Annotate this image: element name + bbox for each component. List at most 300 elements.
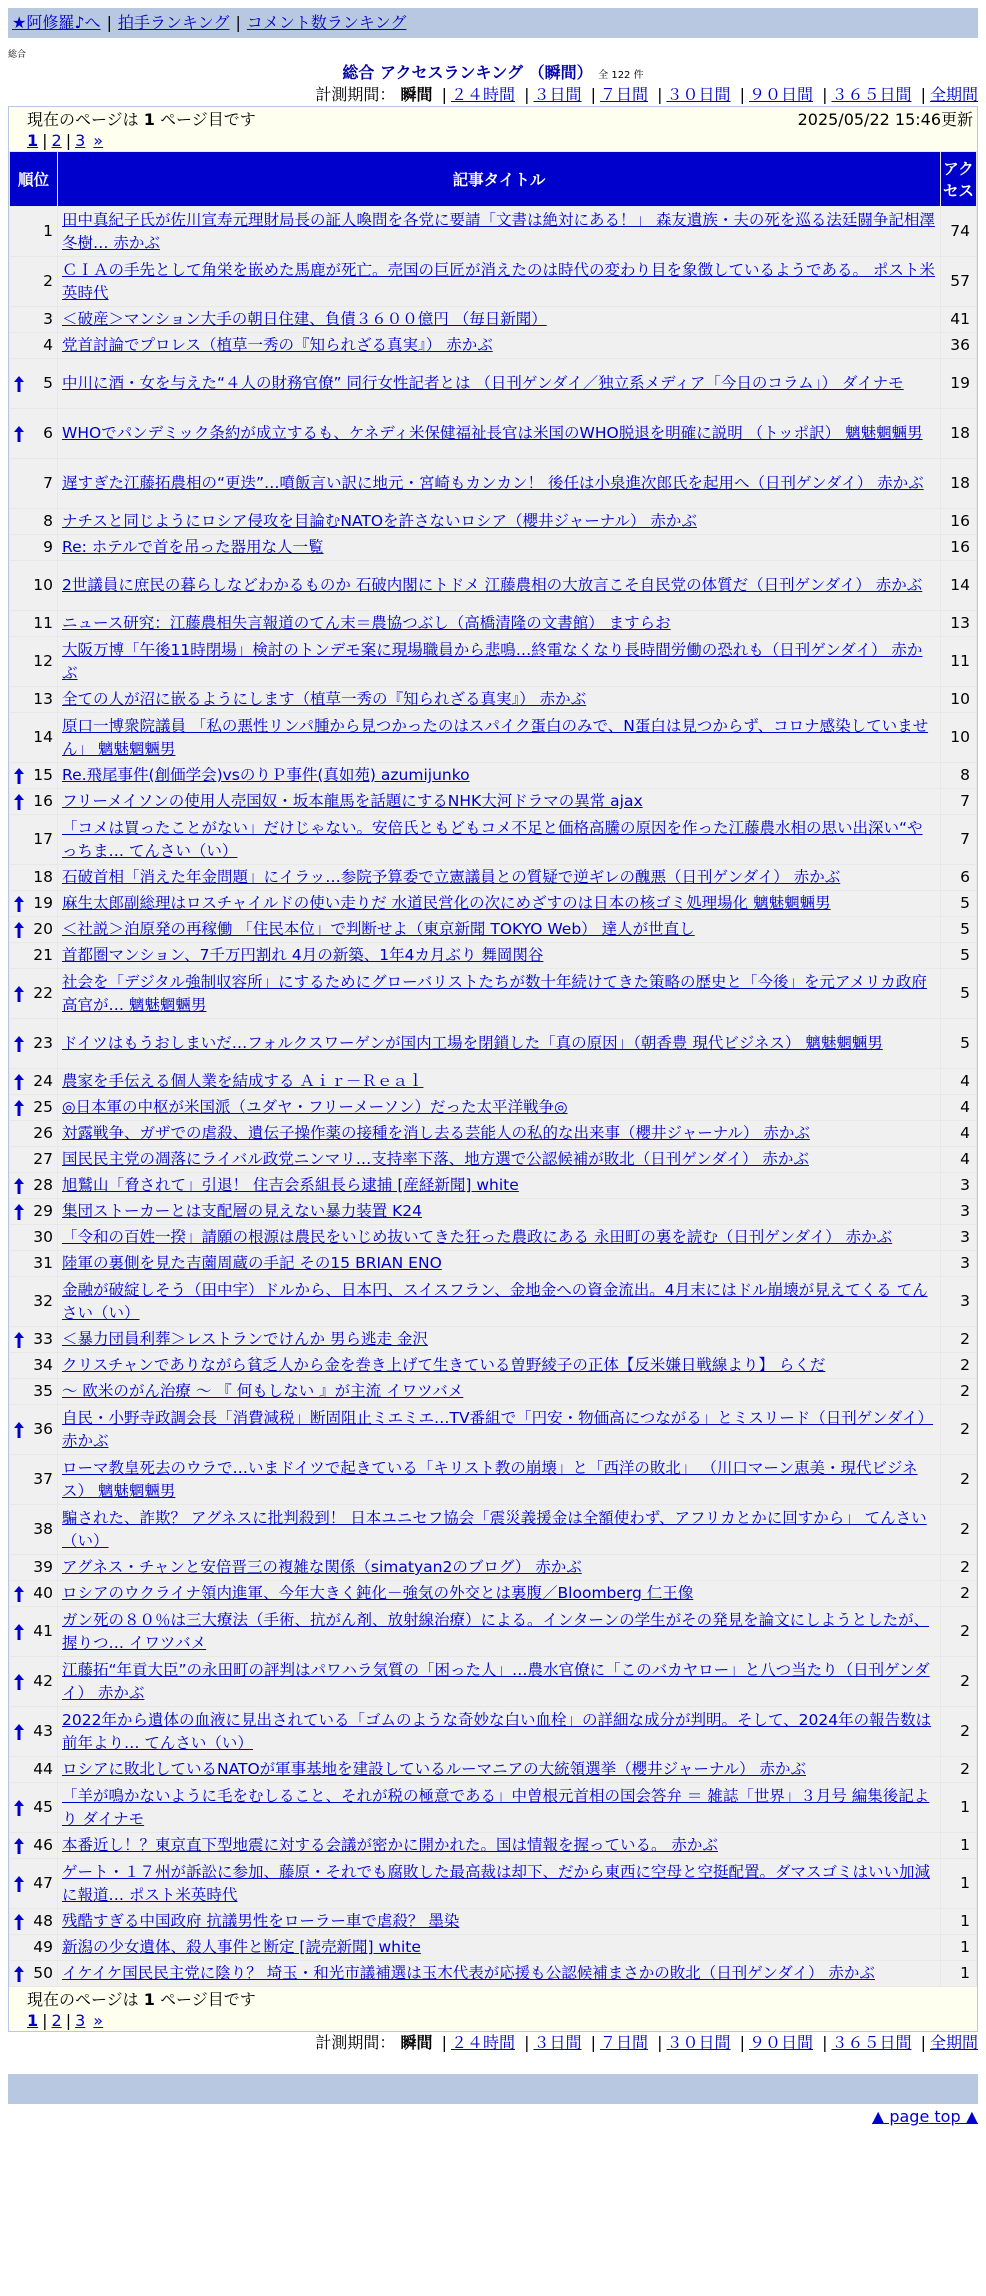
article-link[interactable]: 陸軍の裏側を見た吉薗周蔵の手記 その15 BRIAN ENO: [62, 1254, 442, 1272]
period-365d-bottom[interactable]: ３６５日間: [831, 2033, 912, 2052]
table-header-row: [10, 152, 976, 206]
rank-number: 37: [33, 1470, 53, 1488]
access-count: 1: [941, 1909, 976, 1934]
article-link[interactable]: 江藤拓“年貢大臣”の永田町の評判はパワハラ気質の「困った人」…農水官僚に「このバカヤロー」と八つ当たり（日刊ゲンダイ） 赤かぶ: [62, 1660, 930, 1702]
rank-cell: [10, 1251, 57, 1276]
article-link[interactable]: ナチスと同じようにロシア侵攻を目論むNATOを許さないロシア（櫻井ジャーナル） 赤かぶ: [62, 512, 697, 530]
rank-up-arrow-icon: [14, 986, 24, 1002]
rank-up-arrow-icon: [14, 1204, 24, 1220]
table-row: [10, 1405, 976, 1454]
header-access: アクセス: [941, 152, 976, 206]
table-row: [10, 1581, 976, 1606]
article-link[interactable]: 旭鷲山「脅されて」引退！ 住吉会系組長ら逮捕 [産経新聞] white: [62, 1176, 519, 1194]
access-count: 1: [941, 1935, 976, 1960]
table-row: [10, 459, 976, 508]
rank-cell: [10, 1069, 57, 1094]
access-count: 6: [941, 865, 976, 890]
rank-number: 23: [33, 1034, 53, 1052]
table-row: [10, 359, 976, 408]
title-cell: [58, 359, 940, 408]
rank-up-arrow-icon: [14, 1036, 24, 1052]
rank-number: 39: [33, 1558, 53, 1576]
table-row: [10, 409, 976, 458]
period-3d-bottom[interactable]: ３日間: [533, 2033, 582, 2052]
article-link[interactable]: 「令和の百姓一揆」請願の根源は農民をいじめ抜いてきた狂った農政にある 永田町の裏を読む（日刊ゲンダイ） 赤かぶ: [62, 1228, 893, 1246]
access-count: 3: [941, 1173, 976, 1198]
rank-cell: [10, 1173, 57, 1198]
article-link[interactable]: 麻生太郎副総理はロスチャイルドの使い走りだ 水道民営化の次にめざすのは日本の核ゴミ処理場化 魑魅魍魎男: [62, 894, 831, 912]
rank-number: 17: [33, 830, 53, 848]
access-count: 2: [941, 1707, 976, 1756]
rank-cell: [10, 1327, 57, 1352]
rank-number: 25: [33, 1098, 53, 1116]
rank-cell: [10, 1405, 57, 1454]
title-cell: [58, 969, 940, 1018]
title-cell: [58, 1961, 940, 1986]
title-cell: [58, 1353, 940, 1378]
title-cell: [58, 943, 940, 968]
title-cell: [58, 1859, 940, 1908]
rank-cell: [10, 1783, 57, 1832]
table-row: [10, 1961, 976, 1986]
access-count: 11: [941, 637, 976, 686]
access-count: 7: [941, 789, 976, 814]
table-row: [10, 1505, 976, 1554]
rank-number: 19: [33, 894, 53, 912]
article-link[interactable]: ＜破産＞マンション大手の朝日住建、負債３６００億円 （毎日新聞）: [62, 310, 547, 328]
table-row: [10, 713, 976, 762]
article-link[interactable]: ガン死の８０％は三大療法（手術、抗がん剤、放射線治療）による。インターンの学生がその発見を論文にしようとしたが、握りつ… イワツバメ: [62, 1610, 930, 1652]
access-count: 10: [941, 687, 976, 712]
period-7d[interactable]: ７日間: [599, 85, 648, 104]
table-row: [10, 1657, 976, 1706]
period-selector-bottom: 計測期間： 瞬間 | ２４時間 | ３日間 | ７日間 | ３０日間 | ９０日間 | ３６５日間 | 全期間: [315, 2033, 978, 2052]
title-cell: [58, 1707, 940, 1756]
rank-cell: [10, 1833, 57, 1858]
pager-page-2[interactable]: 2: [51, 131, 62, 150]
pager-next-bottom[interactable]: »: [93, 2011, 104, 2030]
rank-cell: [10, 1657, 57, 1706]
pager-top: 1 | 2 | 3 »: [27, 131, 104, 150]
period-all[interactable]: 全期間: [929, 85, 978, 104]
rank-up-arrow-icon: [14, 1966, 24, 1982]
article-link[interactable]: Re: ホテルで首を吊った器用な人一覧: [62, 538, 324, 556]
rank-number: 34: [33, 1356, 53, 1374]
header-title: 記事タイトル: [58, 152, 940, 206]
article-link[interactable]: ニュース研究：江藤農相失言報道のてん末＝農協つぶし（高橋清隆の文書館） ますらお: [62, 614, 671, 632]
article-link[interactable]: ◎日本軍の中枢が米国派（ユダヤ・フリーメーソン）だった太平洋戦争◎: [62, 1098, 568, 1116]
title-cell: [58, 1147, 940, 1172]
rank-up-arrow-icon: [14, 1624, 24, 1640]
access-count: 5: [941, 943, 976, 968]
article-link[interactable]: 2世議員に庶民の暮らしなどわかるものか 石破内閣にトドメ 江藤農相の大放言こそ自民党の体質だ（日刊ゲンダイ） 赤かぶ: [62, 576, 923, 594]
title-cell: [58, 257, 940, 306]
rank-up-arrow-icon: [14, 1914, 24, 1930]
rank-cell: [10, 1555, 57, 1580]
rank-number: 31: [33, 1254, 53, 1272]
rank-cell: [10, 1935, 57, 1960]
access-count: 2: [941, 1555, 976, 1580]
rank-cell: [10, 207, 57, 256]
title-cell: [58, 1935, 940, 1960]
title-cell: [58, 763, 940, 788]
page-top-area: [8, 2104, 978, 2130]
rank-number: 2: [43, 272, 53, 290]
rank-cell: [10, 1859, 57, 1908]
rank-cell: [10, 637, 57, 686]
period-current: 瞬間: [400, 85, 433, 104]
rank-up-arrow-icon: [14, 376, 24, 392]
access-count: 3: [941, 1251, 976, 1276]
rank-number: 48: [33, 1912, 53, 1930]
title-cell: [58, 611, 940, 636]
rank-cell: [10, 535, 57, 560]
bottom-bar: [8, 2074, 978, 2104]
title-cell: [58, 409, 940, 458]
rank-cell: [10, 409, 57, 458]
rank-number: 30: [33, 1228, 53, 1246]
table-row: [10, 1909, 976, 1934]
rank-cell: [10, 561, 57, 610]
rank-number: 35: [33, 1382, 53, 1400]
rank-cell: [10, 969, 57, 1018]
period-all-bottom[interactable]: 全期間: [929, 2033, 978, 2052]
pager-page-1-bottom[interactable]: 1: [27, 2011, 39, 2030]
rank-number: 22: [33, 984, 53, 1002]
article-link[interactable]: 党首討論でプロレス（植草一秀の『知られざる真実』） 赤かぶ: [62, 336, 493, 354]
table-row: [10, 1173, 976, 1198]
access-count: 3: [941, 1277, 976, 1326]
table-row: [10, 891, 976, 916]
period-90d-bottom[interactable]: ９０日間: [748, 2033, 813, 2052]
rank-number: 32: [33, 1292, 53, 1310]
pager-page-3-bottom[interactable]: 3: [75, 2011, 86, 2030]
table-row: [10, 969, 976, 1018]
rank-cell: [10, 1095, 57, 1120]
rank-number: 27: [33, 1150, 53, 1168]
period-365d[interactable]: ３６５日間: [831, 85, 912, 104]
access-count: 4: [941, 1069, 976, 1094]
access-count: 5: [941, 917, 976, 942]
title-cell: [58, 815, 940, 864]
rank-cell: [10, 257, 57, 306]
rank-cell: [10, 789, 57, 814]
access-count: 13: [941, 611, 976, 636]
access-count: 1: [941, 1859, 976, 1908]
period-7d-bottom[interactable]: ７日間: [599, 2033, 648, 2052]
article-link[interactable]: 国民民主党の凋落にライバル政党ニンマリ…支持率下落、地方選で公認候補が敗北（日刊ゲンダイ） 赤かぶ: [62, 1150, 809, 1168]
title-cell: [58, 1225, 940, 1250]
article-link[interactable]: ドイツはもうおしまいだ…フォルクスワーゲンが国内工場を閉鎖した「真の原因」（朝香豊 現代ビジネス） 魑魅魍魎男: [62, 1034, 883, 1052]
rank-cell: [10, 307, 57, 332]
article-link[interactable]: ＜社説＞泊原発の再稼働 「住民本位」で判断せよ（東京新聞 TOKYO Web） 達人が世直し: [62, 920, 695, 938]
rank-cell: [10, 1707, 57, 1756]
access-count: 2: [941, 1353, 976, 1378]
period-90d[interactable]: ９０日間: [748, 85, 813, 104]
rank-number: 1: [43, 222, 53, 240]
access-count: 4: [941, 1095, 976, 1120]
nav-link-comment-ranking[interactable]: コメント数ランキング: [246, 13, 407, 32]
article-link[interactable]: 対露戦争、ガザでの虐殺、遺伝子操作薬の接種を消し去る芸能人の私的な出来事（櫻井ジャーナル） 赤かぶ: [62, 1124, 810, 1142]
article-link[interactable]: Re.飛尾事件(創価学会)vsのりＰ事件(真如苑) azumijunko: [62, 766, 470, 784]
title-cell: [58, 1833, 940, 1858]
table-row: [10, 763, 976, 788]
rank-number: 40: [33, 1584, 53, 1602]
article-link[interactable]: 本番近し！？東京直下型地震に対する会議が密かに開かれた。国は情報を握っている。 赤かぶ: [62, 1836, 718, 1854]
title-cell: [58, 1327, 940, 1352]
rank-number: 42: [33, 1672, 53, 1690]
access-count: 2: [941, 1379, 976, 1404]
table-row: [10, 257, 976, 306]
rank-cell: [10, 687, 57, 712]
article-link[interactable]: クリスチャンでありながら貧乏人から金を巻き上げて生きている曽野綾子の正体【反米嫌日戦線より】 らくだ: [62, 1356, 826, 1374]
access-count: 2: [941, 1405, 976, 1454]
article-link[interactable]: 首都圏マンション、7千万円割れ 4月の新築、1年4カ月ぶり 舞岡関谷: [62, 946, 544, 964]
rank-cell: [10, 713, 57, 762]
access-count: 1: [941, 1961, 976, 1986]
pager-page-2-bottom[interactable]: 2: [51, 2011, 62, 2030]
rank-up-arrow-icon: [14, 1586, 24, 1602]
access-count: 5: [941, 1019, 976, 1068]
table-row: [10, 1555, 976, 1580]
article-link[interactable]: 金融が破綻しそう（田中宇）ドルから、日本円、スイスフラン、金地金への資金流出。4月末にはドル崩壊が見えてくる てんさい（い）: [62, 1280, 928, 1322]
access-count: 2: [941, 1327, 976, 1352]
rank-number: 28: [33, 1176, 53, 1194]
article-link[interactable]: 原口一博衆院議員 「私の悪性リンパ腫から見つかったのはスパイク蛋白のみで、N蛋白は見つからず、コロナ感染していません」 魑魅魍魎男: [62, 716, 929, 758]
rank-up-arrow-icon: [14, 1178, 24, 1194]
article-link[interactable]: 田中真紀子氏が佐川宣寿元理財局長の証人喚問を各党に要請「文書は絶対にある！」 森友遺族・夫の死を巡る法廷闘争記相澤冬樹… 赤かぶ: [62, 210, 935, 252]
title-cell: [58, 207, 940, 256]
title-cell: [58, 1757, 940, 1782]
access-count: 5: [941, 891, 976, 916]
article-link[interactable]: 社会を「デジタル強制収容所」にするためにグローバリストたちが数十年続けてきた策略の歴史と「今後」を元アメリカ政府高官が… 魑魅魍魎男: [62, 972, 927, 1014]
access-count: 8: [941, 763, 976, 788]
period-30d-bottom[interactable]: ３０日間: [666, 2033, 731, 2052]
rank-number: 12: [33, 652, 53, 670]
access-count: 5: [941, 969, 976, 1018]
rank-cell: [10, 1961, 57, 1986]
table-row: [10, 1225, 976, 1250]
rank-cell: [10, 891, 57, 916]
rank-cell: [10, 333, 57, 358]
nav-link-applause-ranking[interactable]: 拍手ランキング: [117, 13, 230, 32]
rank-up-arrow-icon: [14, 1800, 24, 1816]
title-cell: [58, 535, 940, 560]
table-row: [10, 865, 976, 890]
article-link[interactable]: 新潟の少女遺体、殺人事件と断定 [読売新聞] white: [62, 1938, 421, 1956]
top-nav-bar: ★阿修羅♪へ | 拍手ランキング | コメント数ランキング: [8, 8, 978, 38]
article-link[interactable]: ロシアのウクライナ領内進軍、今年大きく鈍化－強気の外交とは裏腹／Bloomberg 仁王像: [62, 1584, 694, 1602]
rank-number: 4: [43, 336, 53, 354]
rank-up-arrow-icon: [14, 896, 24, 912]
nav-link-asyura[interactable]: ★阿修羅♪へ: [12, 13, 101, 32]
table-row: [10, 1379, 976, 1404]
article-link[interactable]: 騙された、詐欺？ アグネスに批判殺到！ 日本ユニセフ協会「震災義援金は全額使わず、アフリカとかに回すから」 てんさい（い）: [62, 1508, 927, 1550]
article-link[interactable]: ～ 欧米のがん治療 ～ 『 何もしない 』が主流 イワツバメ: [62, 1382, 464, 1400]
rank-cell: [10, 1757, 57, 1782]
access-count: 57: [941, 257, 976, 306]
article-link[interactable]: 2022年から遺体の血液に見出されている「ゴムのような奇妙な白い血栓」の詳細な成分が判明。そして、2024年の報告数は前年より… てんさい（い）: [62, 1710, 932, 1752]
article-link[interactable]: 農家を手伝える個人業を結成する Ａｉｒ－Ｒｅａｌ: [62, 1072, 424, 1090]
updated-timestamp: 2025/05/22 15:46更新: [797, 110, 973, 129]
access-count: 3: [941, 1199, 976, 1224]
table-row: [10, 1783, 976, 1832]
article-link[interactable]: 中川に酒・女を与えた“４人の財務官僚” 同行女性記者とは （日刊ゲンダイ／独立系メディア「今日のコラム」） ダイナモ: [62, 374, 904, 392]
access-count: 2: [941, 1657, 976, 1706]
article-link[interactable]: WHOでパンデミック条約が成立するも、ケネディ米保健福祉長官は米国のWHO脱退を明確に説明 （トッポ訳） 魑魅魍魎男: [62, 424, 923, 442]
access-count: 1: [941, 1783, 976, 1832]
rank-number: 14: [33, 728, 53, 746]
pager-next[interactable]: »: [93, 131, 104, 150]
title-cell: [58, 561, 940, 610]
period-label: 計測期間：: [315, 85, 396, 104]
period-3d[interactable]: ３日間: [533, 85, 582, 104]
article-link[interactable]: ゲート・１７州が訴訟に参加、藤原・それでも腐敗した最高裁は却下、だから東西に空母と空挺配置。ダマスゴミはいい加減に報道… ポスト米英時代: [62, 1862, 931, 1904]
table-row: [10, 1121, 976, 1146]
table-row: [10, 535, 976, 560]
article-link[interactable]: 「羊が鳴かないように毛をむしること、それが税の極意である」中曽根元首相の国会答弁 ＝ 雑誌「世界」３月号 編集後記より ダイナモ: [62, 1786, 930, 1828]
table-row: [10, 1607, 976, 1656]
article-link[interactable]: フリーメイソンの使用人売国奴・坂本龍馬を話題にするNHK大河ドラマの異常 ajax: [62, 792, 643, 810]
rank-number: 26: [33, 1124, 53, 1142]
pager-page-3[interactable]: 3: [75, 131, 86, 150]
table-row: [10, 1277, 976, 1326]
article-link[interactable]: 自民・小野寺政調会長「消費減税」断固阻止ミエミエ…TV番組で「円安・物価高につながる」とミスリード（日刊ゲンダイ） 赤かぶ: [62, 1408, 934, 1450]
access-count: 2: [941, 1607, 976, 1656]
title-cell: [58, 891, 940, 916]
rank-up-arrow-icon: [14, 1074, 24, 1090]
rank-cell: [10, 917, 57, 942]
rank-cell: [10, 611, 57, 636]
access-count: 1: [941, 1833, 976, 1858]
access-count: 16: [941, 509, 976, 534]
access-count: 18: [941, 459, 976, 508]
rank-number: 11: [33, 614, 53, 632]
table-row: [10, 1353, 976, 1378]
rank-number: 6: [43, 424, 53, 442]
total-count: 全 122 件: [598, 70, 644, 81]
article-link[interactable]: 残酷すぎる中国政府 抗議男性をローラー車で虐殺？ 墨染: [62, 1912, 460, 1930]
table-row: [10, 1095, 976, 1120]
rank-cell: [10, 1505, 57, 1554]
rank-number: 10: [33, 576, 53, 594]
title-cell: [58, 1095, 940, 1120]
title-cell: [58, 789, 940, 814]
table-row: [10, 1147, 976, 1172]
title-cell: [58, 1251, 940, 1276]
pager-bottom: 1 | 2 | 3 »: [27, 2011, 104, 2030]
rank-up-arrow-icon: [14, 1100, 24, 1116]
article-link[interactable]: 全ての人が沼に嵌るようにします（植草一秀の『知られざる真実』） 赤かぶ: [62, 690, 587, 708]
rank-number: 3: [43, 310, 53, 328]
article-link[interactable]: ＣＩＡの手先として角栄を嵌めた馬鹿が死亡。売国の巨匠が消えたのは時代の変わり目を象徴しているようである。 ポスト米英時代: [62, 260, 935, 302]
article-link[interactable]: 「コメは買ったことがない」だけじゃない。安倍氏ともどもコメ不足と価格高騰の原因を作った江藤農水相の思い出深い“やっちま… てんさい（い）: [62, 818, 923, 860]
rank-number: 43: [33, 1722, 53, 1740]
article-link[interactable]: ＜暴力団員利葬＞レストランでけんか 男ら逃走 金沢: [62, 1330, 428, 1348]
article-link[interactable]: 石破首相「消えた年金問題」にイラッ…参院予算委で立憲議員との質疑で逆ギレの醜悪（日刊ゲンダイ） 赤かぶ: [62, 868, 841, 886]
table-row: [10, 1327, 976, 1352]
rank-cell: [10, 1909, 57, 1934]
rank-cell: [10, 1581, 57, 1606]
access-count: 4: [941, 1121, 976, 1146]
title-cell: [58, 1121, 940, 1146]
title-cell: [58, 1379, 940, 1404]
rank-number: 16: [33, 792, 53, 810]
pager-page-1[interactable]: 1: [27, 131, 39, 150]
rank-number: 49: [33, 1938, 53, 1956]
rank-cell: [10, 943, 57, 968]
rank-number: 7: [43, 474, 53, 492]
access-count: 41: [941, 307, 976, 332]
rank-up-arrow-icon: [14, 768, 24, 784]
access-count: 74: [941, 207, 976, 256]
rank-number: 5: [43, 374, 53, 392]
article-link[interactable]: ローマ教皇死去のウラで…いまドイツで起きている「キリスト教の崩壊」と「西洋の敗北」 （川口マーン恵美・現代ビジネス） 魑魅魍魎男: [62, 1458, 918, 1500]
table-row: [10, 1707, 976, 1756]
title-cell: [58, 637, 940, 686]
title-cell: [58, 1277, 940, 1326]
page-title-text: 総合 アクセスランキング （瞬間）: [342, 63, 593, 82]
rank-number: 15: [33, 766, 53, 784]
access-count: 4: [941, 1147, 976, 1172]
rank-up-arrow-icon: [14, 426, 24, 442]
rank-cell: [10, 1147, 57, 1172]
rank-cell: [10, 1607, 57, 1656]
rank-cell: [10, 763, 57, 788]
title-cell: [58, 1173, 940, 1198]
article-link[interactable]: 大阪万博「午後11時閉場」検討のトンデモ案に現場職員から悲鳴…終電なくなり長時間労働の恐れも（日刊ゲンダイ） 赤かぶ: [62, 640, 923, 682]
rank-number: 9: [43, 538, 53, 556]
title-cell: [58, 865, 940, 890]
ranking-box: [8, 106, 978, 2032]
access-count: 2: [941, 1581, 976, 1606]
rank-cell: [10, 1225, 57, 1250]
title-cell: [58, 1505, 940, 1554]
period-24h-bottom[interactable]: ２４時間: [450, 2033, 515, 2052]
access-count: 14: [941, 561, 976, 610]
article-link[interactable]: 集団ストーカーとは支配層の見えない暴力装置 K24: [62, 1202, 423, 1220]
page-info-bottom: [9, 1987, 977, 2031]
article-link[interactable]: イケイケ国民民主党に陰り？ 埼玉・和光市議補選は玉木代表が応援も公認候補まさかの敗北（日刊ゲンダイ） 赤かぶ: [62, 1964, 875, 1982]
rank-number: 8: [43, 512, 53, 530]
category-tag: 総合: [8, 50, 27, 60]
rank-up-arrow-icon: [14, 1674, 24, 1690]
rank-cell: [10, 1353, 57, 1378]
period-30d[interactable]: ３０日間: [666, 85, 731, 104]
ranking-table: [9, 151, 977, 1987]
rank-number: 41: [33, 1622, 53, 1640]
article-link[interactable]: 遅すぎた江藤拓農相の“更迭”…噴飯言い訳に地元・宮崎もカンカン！ 後任は小泉進次郎氏を起用へ（日刊ゲンダイ） 赤かぶ: [62, 474, 924, 492]
table-row: [10, 561, 976, 610]
table-row: [10, 1859, 976, 1908]
rank-number: 24: [33, 1072, 53, 1090]
rank-cell: [10, 509, 57, 534]
rank-up-arrow-icon: [14, 922, 24, 938]
page-top-link[interactable]: ▲ page top ▲: [871, 2107, 978, 2126]
period-24h[interactable]: ２４時間: [450, 85, 515, 104]
article-link[interactable]: アグネス・チャンと安倍晋三の複雑な関係（simatyan2のブログ） 赤かぶ: [62, 1558, 582, 1576]
page-info-top: [9, 107, 977, 151]
title-cell: [58, 1199, 940, 1224]
article-link[interactable]: ロシアに敗北しているNATOが軍事基地を建設しているルーマニアの大統領選挙（櫻井ジャーナル） 赤かぶ: [62, 1760, 807, 1778]
table-row: [10, 1757, 976, 1782]
access-count: 19: [941, 359, 976, 408]
table-row: [10, 207, 976, 256]
rank-cell: [10, 1379, 57, 1404]
table-row: [10, 789, 976, 814]
title-cell: [58, 1909, 940, 1934]
rank-up-arrow-icon: [14, 1724, 24, 1740]
